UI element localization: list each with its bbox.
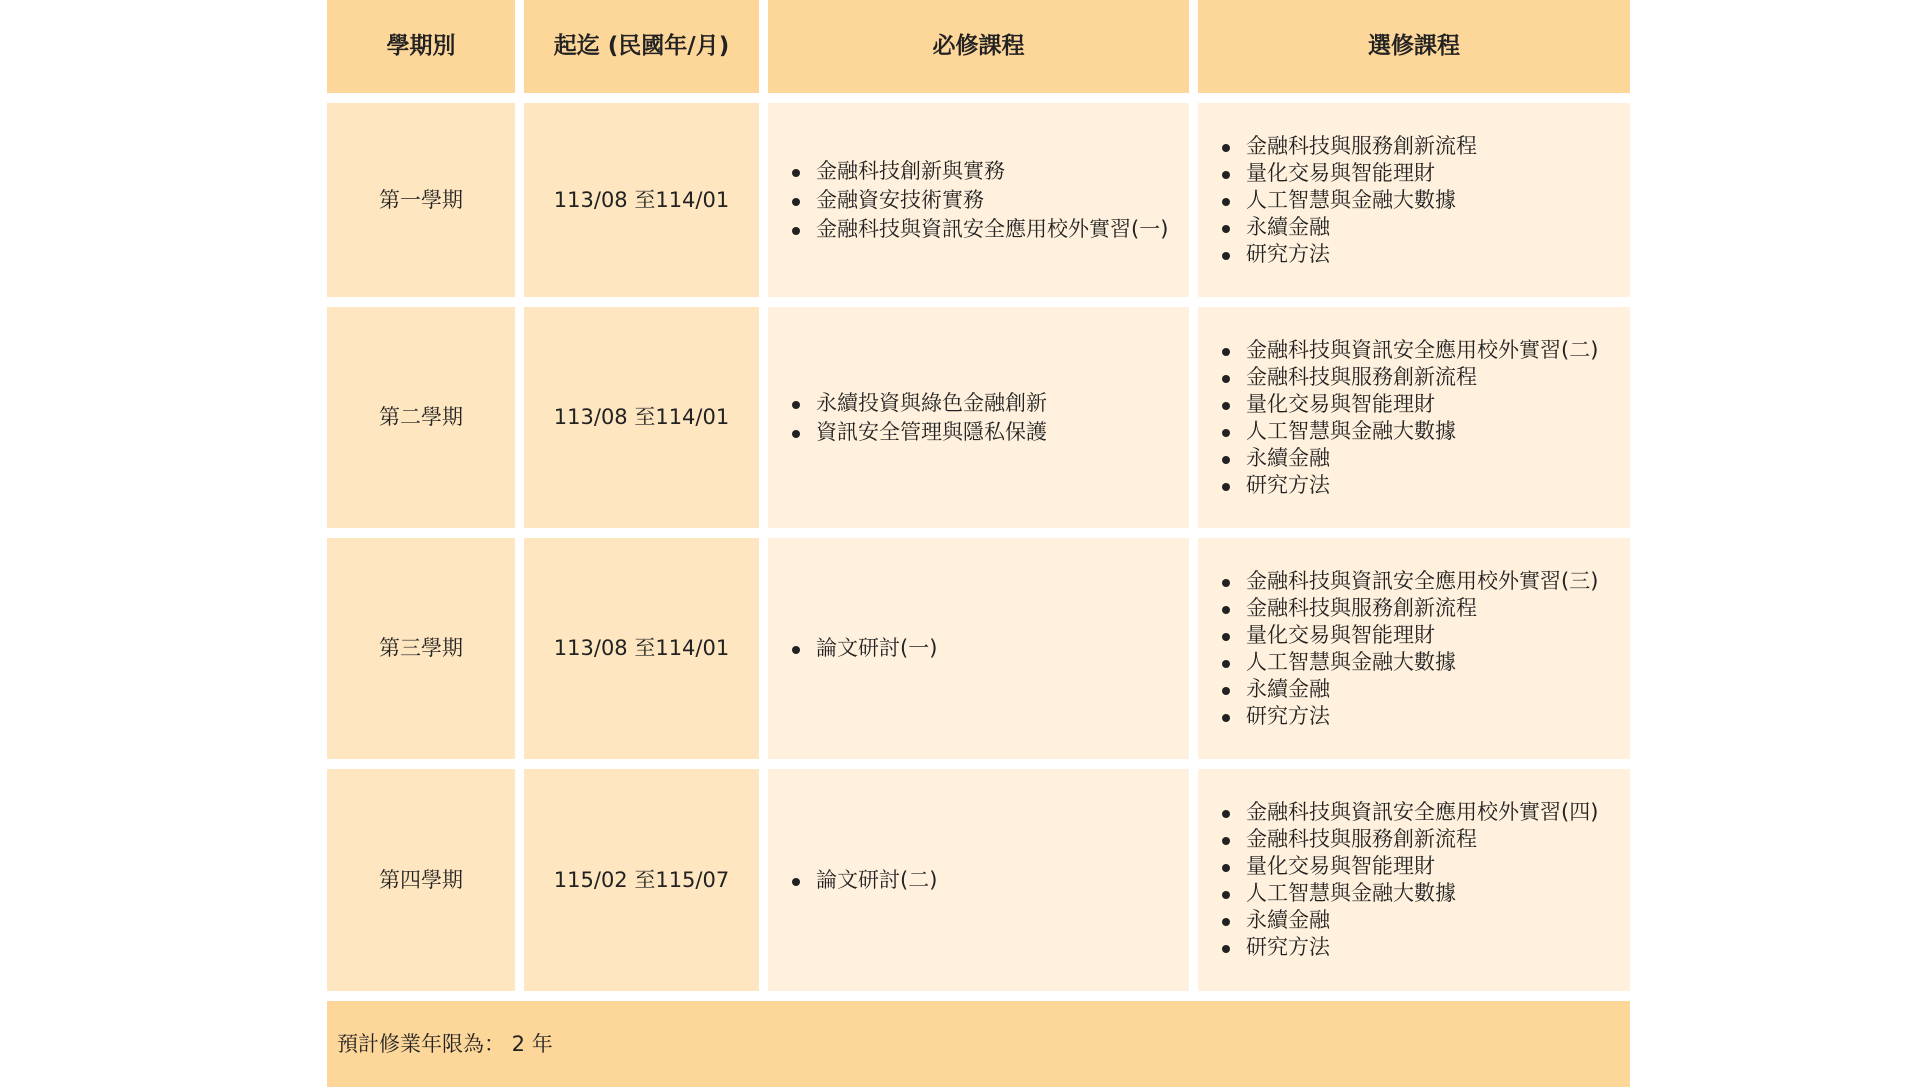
course-item: 金融科技與資訊安全應用校外實習(三) bbox=[1219, 568, 1598, 595]
term-cell: 第四學期 bbox=[327, 769, 515, 991]
term-cell: 第二學期 bbox=[327, 307, 515, 528]
course-item: 永續投資與綠色金融創新 bbox=[789, 389, 1047, 418]
elective-courses-cell bbox=[1198, 307, 1630, 528]
elective-courses-cell-list bbox=[1219, 337, 1598, 499]
course-item: 量化交易與智能理財 bbox=[1219, 622, 1598, 649]
header-required: 必修課程 bbox=[768, 0, 1189, 93]
course-item: 研究方法 bbox=[1219, 934, 1598, 961]
course-item: 永續金融 bbox=[1219, 445, 1598, 472]
required-courses-cell-list bbox=[789, 157, 1168, 244]
header-period: 起迄 (民國年/月) bbox=[524, 0, 759, 93]
term-cell: 第三學期 bbox=[327, 538, 515, 759]
elective-courses-cell-list bbox=[1219, 799, 1598, 961]
required-courses-cell bbox=[768, 307, 1189, 528]
course-item: 金融科技與服務創新流程 bbox=[1219, 595, 1598, 622]
required-courses-cell-list bbox=[789, 634, 937, 663]
required-courses-cell-list bbox=[789, 389, 1047, 447]
course-item: 金融科技與服務創新流程 bbox=[1219, 364, 1598, 391]
period-cell: 115/02 至115/07 bbox=[524, 769, 759, 991]
course-item: 金融科技與服務創新流程 bbox=[1219, 133, 1477, 160]
course-item: 研究方法 bbox=[1219, 703, 1598, 730]
course-item: 永續金融 bbox=[1219, 907, 1598, 934]
study-duration-note: 預計修業年限為： 2 年 bbox=[327, 1001, 1630, 1087]
course-item: 論文研討(一) bbox=[789, 634, 937, 663]
required-courses-cell-list bbox=[789, 866, 937, 895]
course-item: 金融科技與資訊安全應用校外實習(四) bbox=[1219, 799, 1598, 826]
course-item: 量化交易與智能理財 bbox=[1219, 160, 1477, 187]
course-item: 人工智慧與金融大數據 bbox=[1219, 880, 1598, 907]
period-cell: 113/08 至114/01 bbox=[524, 538, 759, 759]
course-item: 金融科技與服務創新流程 bbox=[1219, 826, 1598, 853]
header-elective: 選修課程 bbox=[1198, 0, 1630, 93]
elective-courses-cell bbox=[1198, 769, 1630, 991]
elective-courses-cell-list bbox=[1219, 568, 1598, 730]
course-item: 金融科技與資訊安全應用校外實習(一) bbox=[789, 215, 1168, 244]
course-item: 永續金融 bbox=[1219, 214, 1477, 241]
required-courses-cell bbox=[768, 769, 1189, 991]
period-cell: 113/08 至114/01 bbox=[524, 103, 759, 297]
course-item: 金融科技與資訊安全應用校外實習(二) bbox=[1219, 337, 1598, 364]
required-courses-cell bbox=[768, 538, 1189, 759]
elective-courses-cell-list bbox=[1219, 133, 1477, 268]
required-courses-cell bbox=[768, 103, 1189, 297]
elective-courses-cell bbox=[1198, 538, 1630, 759]
course-item: 研究方法 bbox=[1219, 472, 1598, 499]
period-cell: 113/08 至114/01 bbox=[524, 307, 759, 528]
header-term: 學期別 bbox=[327, 0, 515, 93]
course-item: 量化交易與智能理財 bbox=[1219, 391, 1598, 418]
term-cell: 第一學期 bbox=[327, 103, 515, 297]
course-item: 資訊安全管理與隱私保護 bbox=[789, 418, 1047, 447]
course-item: 人工智慧與金融大數據 bbox=[1219, 187, 1477, 214]
course-item: 研究方法 bbox=[1219, 241, 1477, 268]
course-item: 人工智慧與金融大數據 bbox=[1219, 418, 1598, 445]
course-item: 永續金融 bbox=[1219, 676, 1598, 703]
elective-courses-cell bbox=[1198, 103, 1630, 297]
course-item: 金融資安技術實務 bbox=[789, 186, 1168, 215]
course-item: 量化交易與智能理財 bbox=[1219, 853, 1598, 880]
course-item: 金融科技創新與實務 bbox=[789, 157, 1168, 186]
course-item: 人工智慧與金融大數據 bbox=[1219, 649, 1598, 676]
curriculum-table bbox=[327, 0, 1630, 1087]
course-item: 論文研討(二) bbox=[789, 866, 937, 895]
